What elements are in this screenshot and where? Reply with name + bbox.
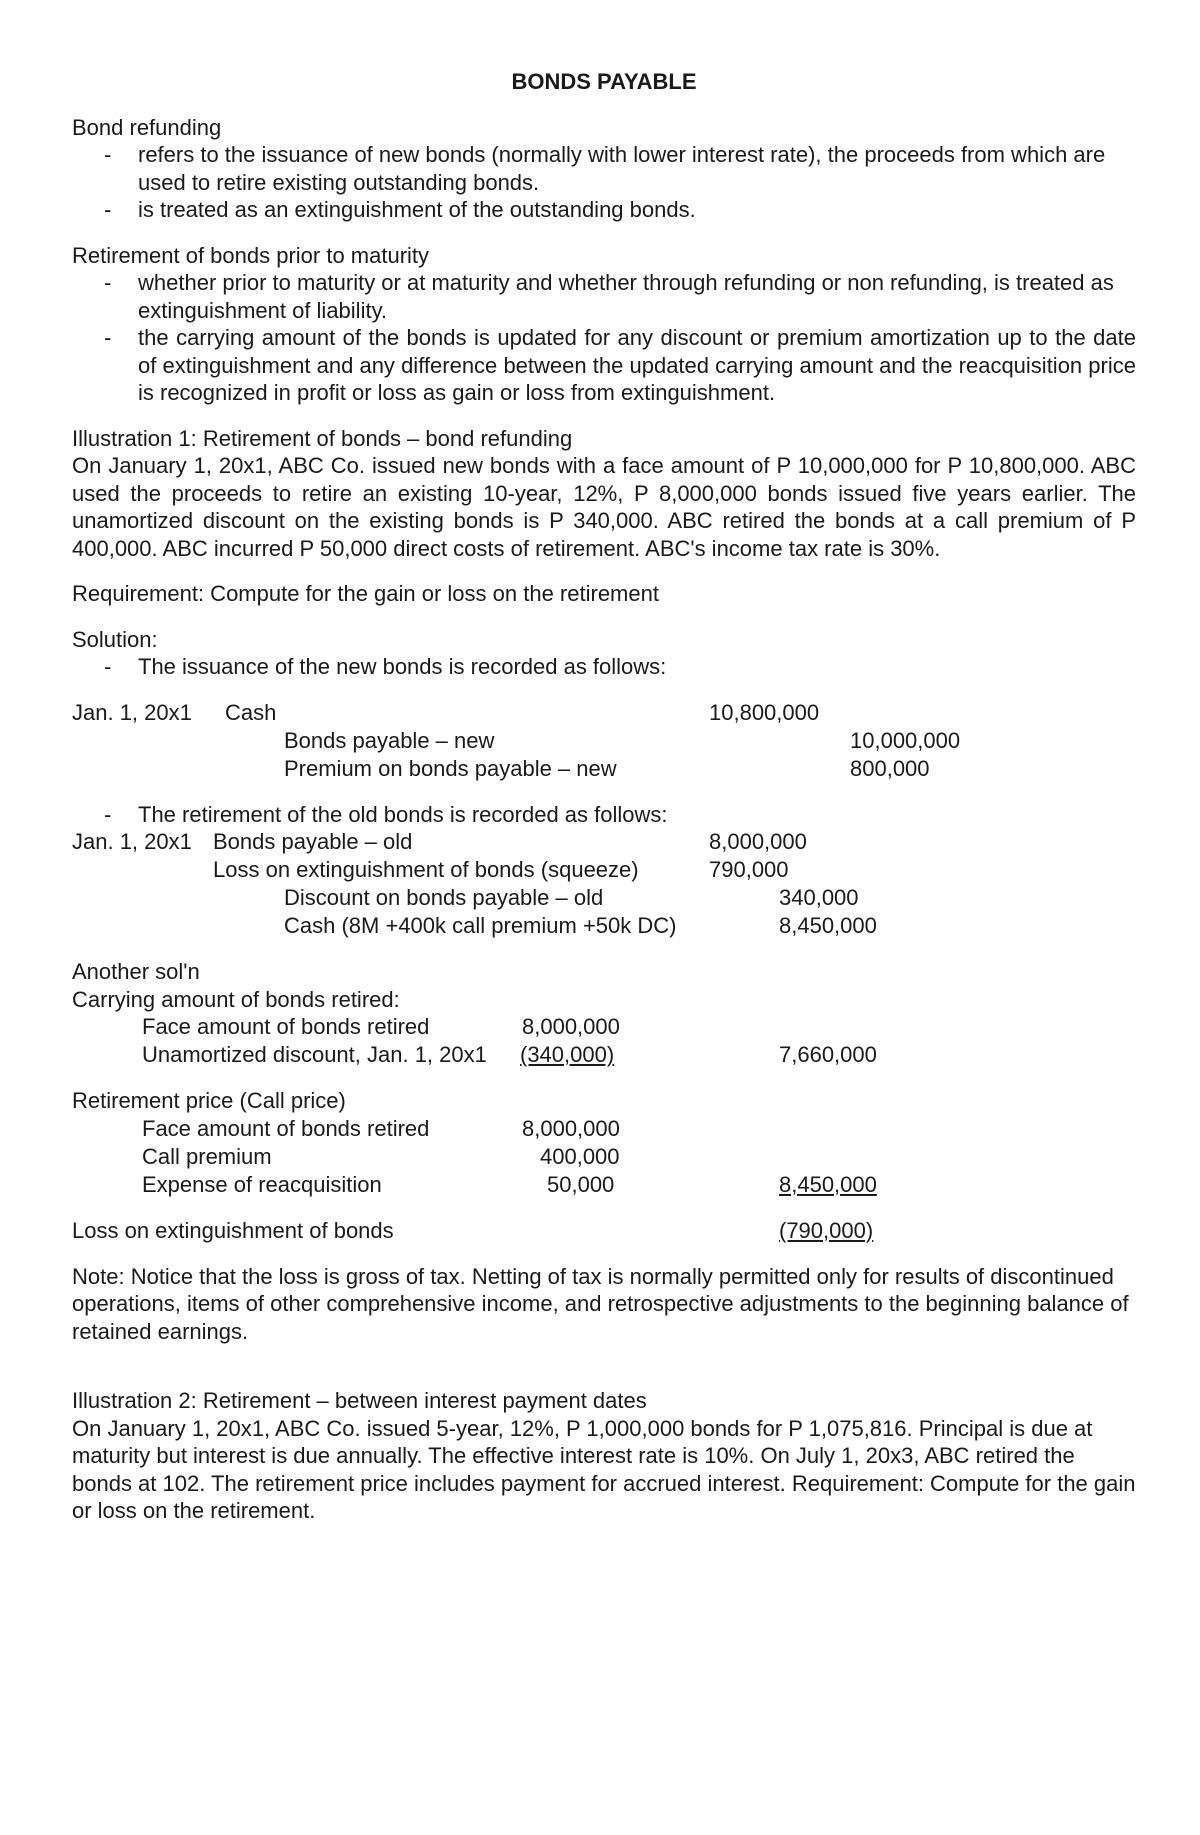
retirement-entry-bullet [72,801,1136,829]
illustration-2-body: On January 1, 20x1, ABC Co. issued 5-year, 12%, P 1,000,000 bonds for P 1,075,816. Principal is due at maturity but interest is due annually. The effective interest rate is 10%. On July 1, 20x3, ABC retired the bonds at 102. The retirement price includes payment for accrued interest. Requirement: Compute for the gain or loss on the retirement. [72,1415,1136,1523]
computation-total: 7,660,000 [779,1042,877,1067]
computation-total: 8,450,000 [779,1171,877,1197]
computation-amount: 8,000,000 [522,1014,620,1039]
page-title: BONDS PAYABLE [511,69,697,94]
journal-line [72,884,1136,912]
debit-amount: 790,000 [709,857,789,882]
journal-line [72,856,1136,884]
refunding-bullet-1 [72,141,1136,196]
computation-label: Face amount of bonds retired [142,1014,430,1039]
account-name: Cash [225,699,277,725]
computation-line [72,1013,1136,1041]
account-name: Discount on bonds payable – old [284,885,604,910]
bullet-dash: - [104,142,112,167]
computation-amount: 50,000 [547,1171,615,1197]
refunding-bullet-2 [72,196,1136,224]
credit-amount: 10,000,000 [850,727,961,753]
bullet-text: The issuance of the new bonds is recorded as follows: [138,654,667,679]
computation-amount: 400,000 [540,1143,620,1169]
credit-amount: 340,000 [779,885,859,910]
computation-amount: 8,000,000 [522,1115,620,1141]
retirement-bullet-1 [72,269,1136,324]
computation-line [72,1115,1136,1143]
computation-label: Unamortized discount, Jan. 1, 20x1 [142,1042,487,1067]
computation-label: Face amount of bonds retired [142,1115,430,1141]
loss-line [72,1217,1136,1245]
requirement-text: Requirement: Compute for the gain or loss on the retirement [72,581,659,606]
issuance-bullet [72,653,1136,681]
account-name: Loss on extinguishment of bonds (squeeze) [213,857,639,882]
journal-line [72,699,1136,727]
computation-line [72,1143,1136,1171]
loss-value: (790,000) [779,1217,874,1243]
computation-line [72,1041,1136,1069]
journal-line [72,828,1136,856]
bullet-text: is treated as an extinguishment of the outstanding bonds. [138,197,696,222]
journal-line [72,755,1136,783]
note-text: Note: Notice that the loss is gross of tax. Netting of tax is normally permitted only for results of discontinued operations, items of other comprehensive income, and retrospective adjustments to the beginning balance of retained earnings. [72,1263,1129,1344]
journal-line [72,727,1136,755]
debit-amount: 10,800,000 [709,699,820,725]
refunding-heading: Bond refunding [72,114,222,140]
bullet-text: the carrying amount of the bonds is updated for any discount or premium amortization up to the date of extinguishment and any difference between the updated carrying amount and the reacquisition price is recognized in profit or loss as gain or loss from extinguishment. [138,325,1136,405]
bullet-dash: - [104,197,112,222]
bullet-dash: - [104,801,112,827]
computation-label: Expense of reacquisition [142,1171,382,1197]
computation-label: Call premium [142,1143,272,1169]
illustration-1-heading: Illustration 1: Retirement of bonds – bond refunding [72,425,573,451]
illustration-2-heading: Illustration 2: Retirement – between interest payment dates [72,1388,647,1413]
bullet-text: whether prior to maturity or at maturity and whether through refunding or non refunding, is treated as extinguishment of liability. [138,270,1114,323]
illustration-1-body: On January 1, 20x1, ABC Co. issued new bonds with a face amount of P 10,000,000 for P 10,800,000. ABC used the proceeds to retire an existing 10-year, 12%, P 8,000,000 bonds issued five years earlier. The unamortized discount on the existing bonds is P 340,000. ABC retired the bonds at a call premium of P 400,000. ABC incurred P 50,000 direct costs of retirement. ABC's income tax rate is 30%. [72,453,1136,561]
account-name: Bonds payable – new [284,727,495,753]
carrying-amount-label: Carrying amount of bonds retired: [72,986,400,1012]
loss-label: Loss on extinguishment of bonds [72,1217,394,1243]
bullet-text: The retirement of the old bonds is recorded as follows: [138,801,668,827]
credit-amount: 8,450,000 [779,913,877,938]
computation-amount: (340,000) [520,1042,615,1067]
credit-amount: 800,000 [850,755,930,781]
retirement-price-label: Retirement price (Call price) [72,1088,346,1113]
document-page [72,68,1136,1525]
account-name: Cash (8M +400k call premium +50k DC) [284,913,677,938]
bullet-text: refers to the issuance of new bonds (normally with lower interest rate), the proceeds from which are used to retire existing outstanding bonds. [138,142,1106,195]
journal-entry-issuance [72,699,1136,783]
debit-amount: 8,000,000 [709,829,807,854]
account-name: Premium on bonds payable – new [284,755,617,781]
computation-line [72,1171,1136,1199]
bullet-dash: - [104,270,112,295]
entry-date: Jan. 1, 20x1 [72,699,192,725]
account-name: Bonds payable – old [213,829,413,854]
entry-date: Jan. 1, 20x1 [72,829,192,854]
journal-entry-retirement [72,828,1136,940]
bullet-dash: - [104,325,112,350]
retirement-heading: Retirement of bonds prior to maturity [72,242,430,268]
retirement-bullet-2 [72,324,1136,407]
solution-label: Solution: [72,626,158,652]
bullet-dash: - [104,654,112,679]
journal-line [72,912,1136,940]
another-solution-label: Another sol'n [72,959,200,984]
